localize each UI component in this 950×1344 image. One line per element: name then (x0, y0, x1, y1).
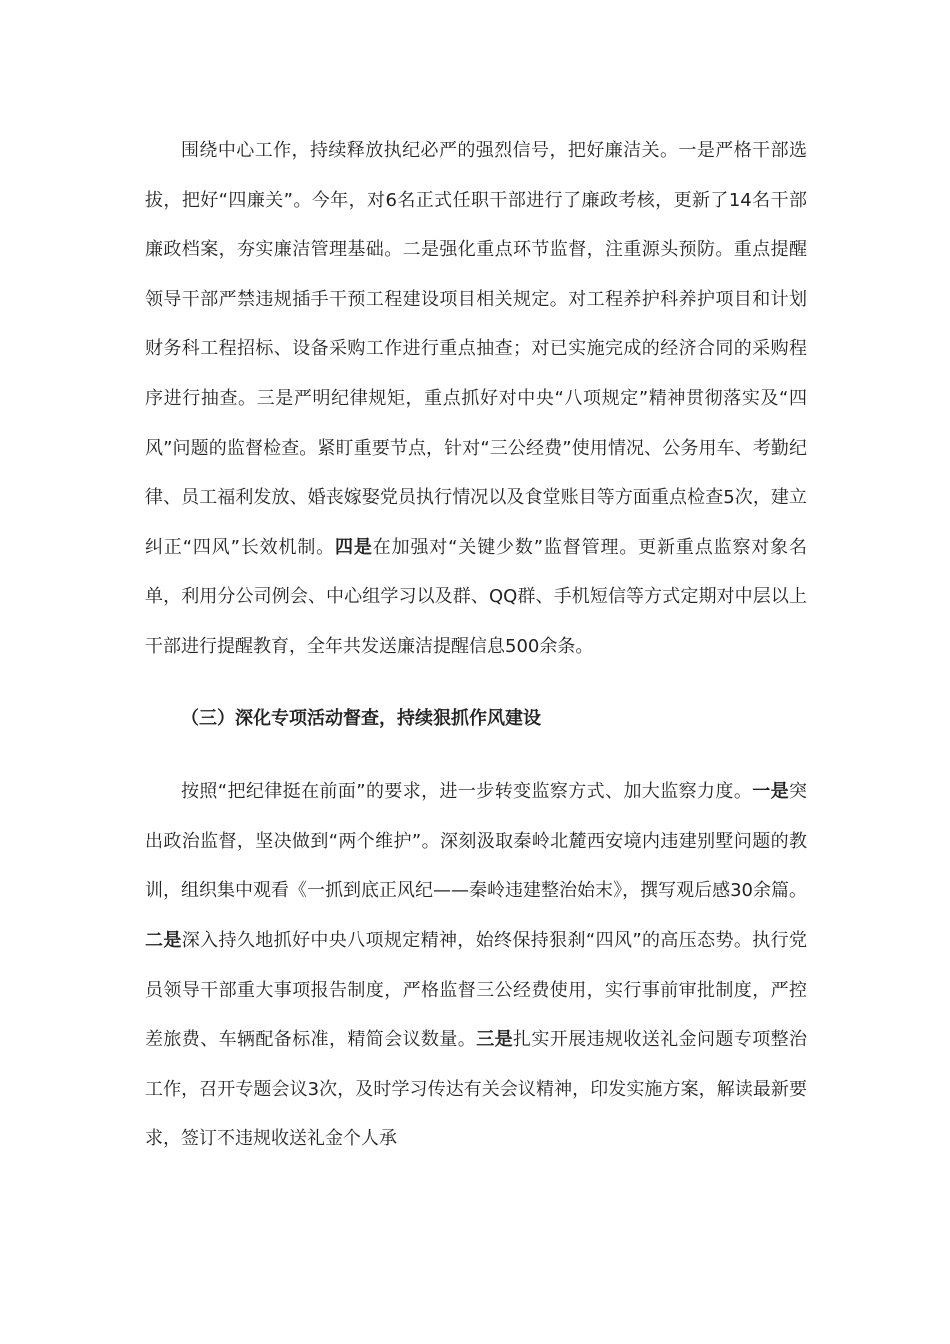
paragraph-bold-run: 一是 (752, 781, 790, 803)
paragraph-text-run: 扎实开展违规收送礼金问题专项整治工作，召开专题会议3次，及时学习传达有关会议精神，印发实施方案，解读最新要求，签订不违规收送礼金个人承 (145, 1029, 808, 1150)
paragraph-text-run: 围绕中心工作，持续释放执纪必严的强烈信号，把好廉洁关。一是严格干部选拔，把好“四廉关”。今年，对6名正式任职干部进行了廉政考核，更新了14名干部廉政档案，夯实廉洁管理基础。二是强化重点环节监督，注重源头预防。重点提醒领导干部严禁违规插手干预工程建设项目相关规定。对工程养护科养护项目和计划财务科工程招标、设备采购工作进行重点抽查；对已实施完成的经济合同的采购程序进行抽查。三是严明纪律规矩，重点抓好对中央“八项规定”精神贯彻落实及“四风”问题的监督检查。紧盯重要节点，针对“三公经费”使用情况、公务用车、考勤纪律、员工福利发放、婚丧嫁娶党员执行情况以及食堂账目等方面重点检查5次，建立纠正“四风”长效机制。 (145, 140, 807, 558)
paragraph-text-run: 深入持久地抓好中央八项规定精神，始终保持狠刹“四风”的高压态势。执行党员领导干部重大事项报告制度，严格监督三公经费使用，实行事前审批制度，严控差旅费、车辆配备标准，精简会议数量。 (145, 929, 807, 1051)
paragraph-integrity (145, 126, 807, 672)
paragraph-bold-run: 二是 (145, 929, 182, 951)
paragraph-text-run: 在加强对“关键少数”监督管理。更新重点监察对象名单，利用分公司例会、中心组学习以及群、QQ群、手机短信等方式定期对中层以上干部进行提醒教育，全年共发送廉洁提醒信息500余条。 (145, 536, 808, 657)
paragraph-work-style (145, 767, 807, 1164)
paragraph-text-run: 突出政治监督，坚决做到“两个维护”。深刻汲取秦岭北麓西安境内违建别墅问题的教训，组织集中观看《一抓到底正风纪——秦岭违建整治始末》，撰写观后感30余篇。 (145, 781, 808, 902)
paragraph-bold-run: 三是 (476, 1029, 514, 1051)
paragraph-text-run: 按照“把纪律挺在前面”的要求，进一步转变监察方式、加大监察力度。 (181, 781, 753, 803)
document-body (145, 126, 807, 1164)
section-heading: （三）深化专项活动督查，持续狠抓作风建设 (181, 707, 541, 729)
paragraph-bold-run: 四是 (335, 536, 373, 558)
